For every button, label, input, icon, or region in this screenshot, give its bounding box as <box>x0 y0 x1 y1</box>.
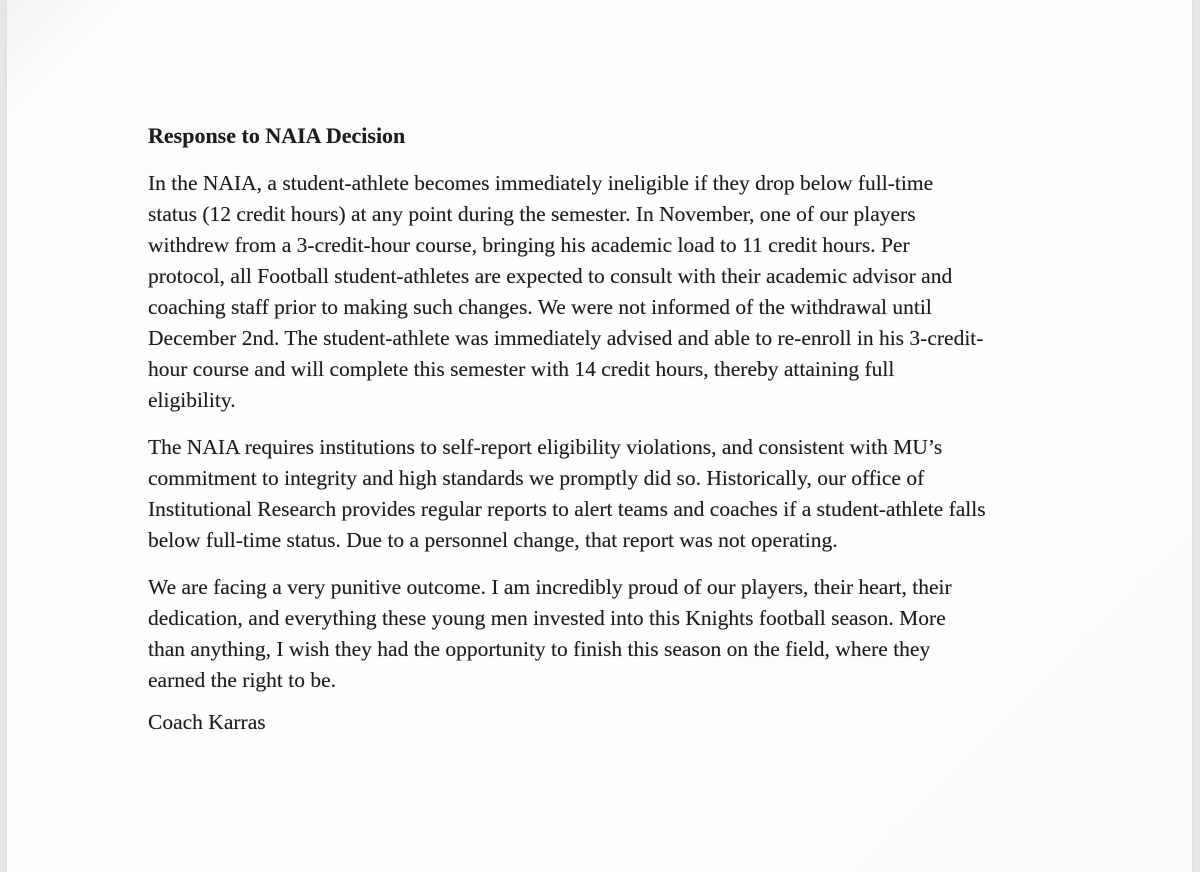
text-line: Institutional Research provides regular reports to alert teams and coaches if a student-athlete falls <box>148 497 986 521</box>
text-line: eligibility. <box>148 388 236 412</box>
text-line: status (12 credit hours) at any point during the semester. In November, one of our players <box>148 202 916 226</box>
text-line: withdrew from a 3-credit-hour course, bringing his academic load to 11 credit hours. Per <box>148 233 910 257</box>
text-line: earned the right to be. <box>148 668 337 692</box>
text-line: protocol, all Football student-athletes are expected to consult with their academic advisor and <box>148 264 953 288</box>
paragraph-2 <box>148 432 1078 556</box>
text-line: dedication, and everything these young men invested into this Knights football season. More <box>148 606 946 630</box>
text-line: than anything, I wish they had the opportunity to finish this season on the field, where they <box>148 637 931 661</box>
document-page <box>7 0 1192 872</box>
text-line: below full-time status. Due to a personnel change, that report was not operating. <box>148 528 838 552</box>
text-line: In the NAIA, a student-athlete becomes immediately ineligible if they drop below full-time <box>148 171 934 195</box>
text-line: coaching staff prior to making such changes. We were not informed of the withdrawal until <box>148 295 932 319</box>
text-line: We are facing a very punitive outcome. I am incredibly proud of our players, their heart, their <box>148 575 952 599</box>
paragraph-3 <box>148 572 1078 696</box>
signature: Coach Karras <box>148 710 266 734</box>
text-line: The NAIA requires institutions to self-report eligibility violations, and consistent with MU’s <box>148 435 943 459</box>
document-title: Response to NAIA Decision <box>148 123 406 148</box>
text-line: hour course and will complete this semester with 14 credit hours, thereby attaining full <box>148 357 895 381</box>
text-line: December 2nd. The student-athlete was immediately advised and able to re-enroll in his 3-credit- <box>148 326 984 350</box>
document-body <box>148 120 1078 738</box>
paragraph-1 <box>148 168 1078 416</box>
text-line: commitment to integrity and high standards we promptly did so. Historically, our office of <box>148 466 925 490</box>
